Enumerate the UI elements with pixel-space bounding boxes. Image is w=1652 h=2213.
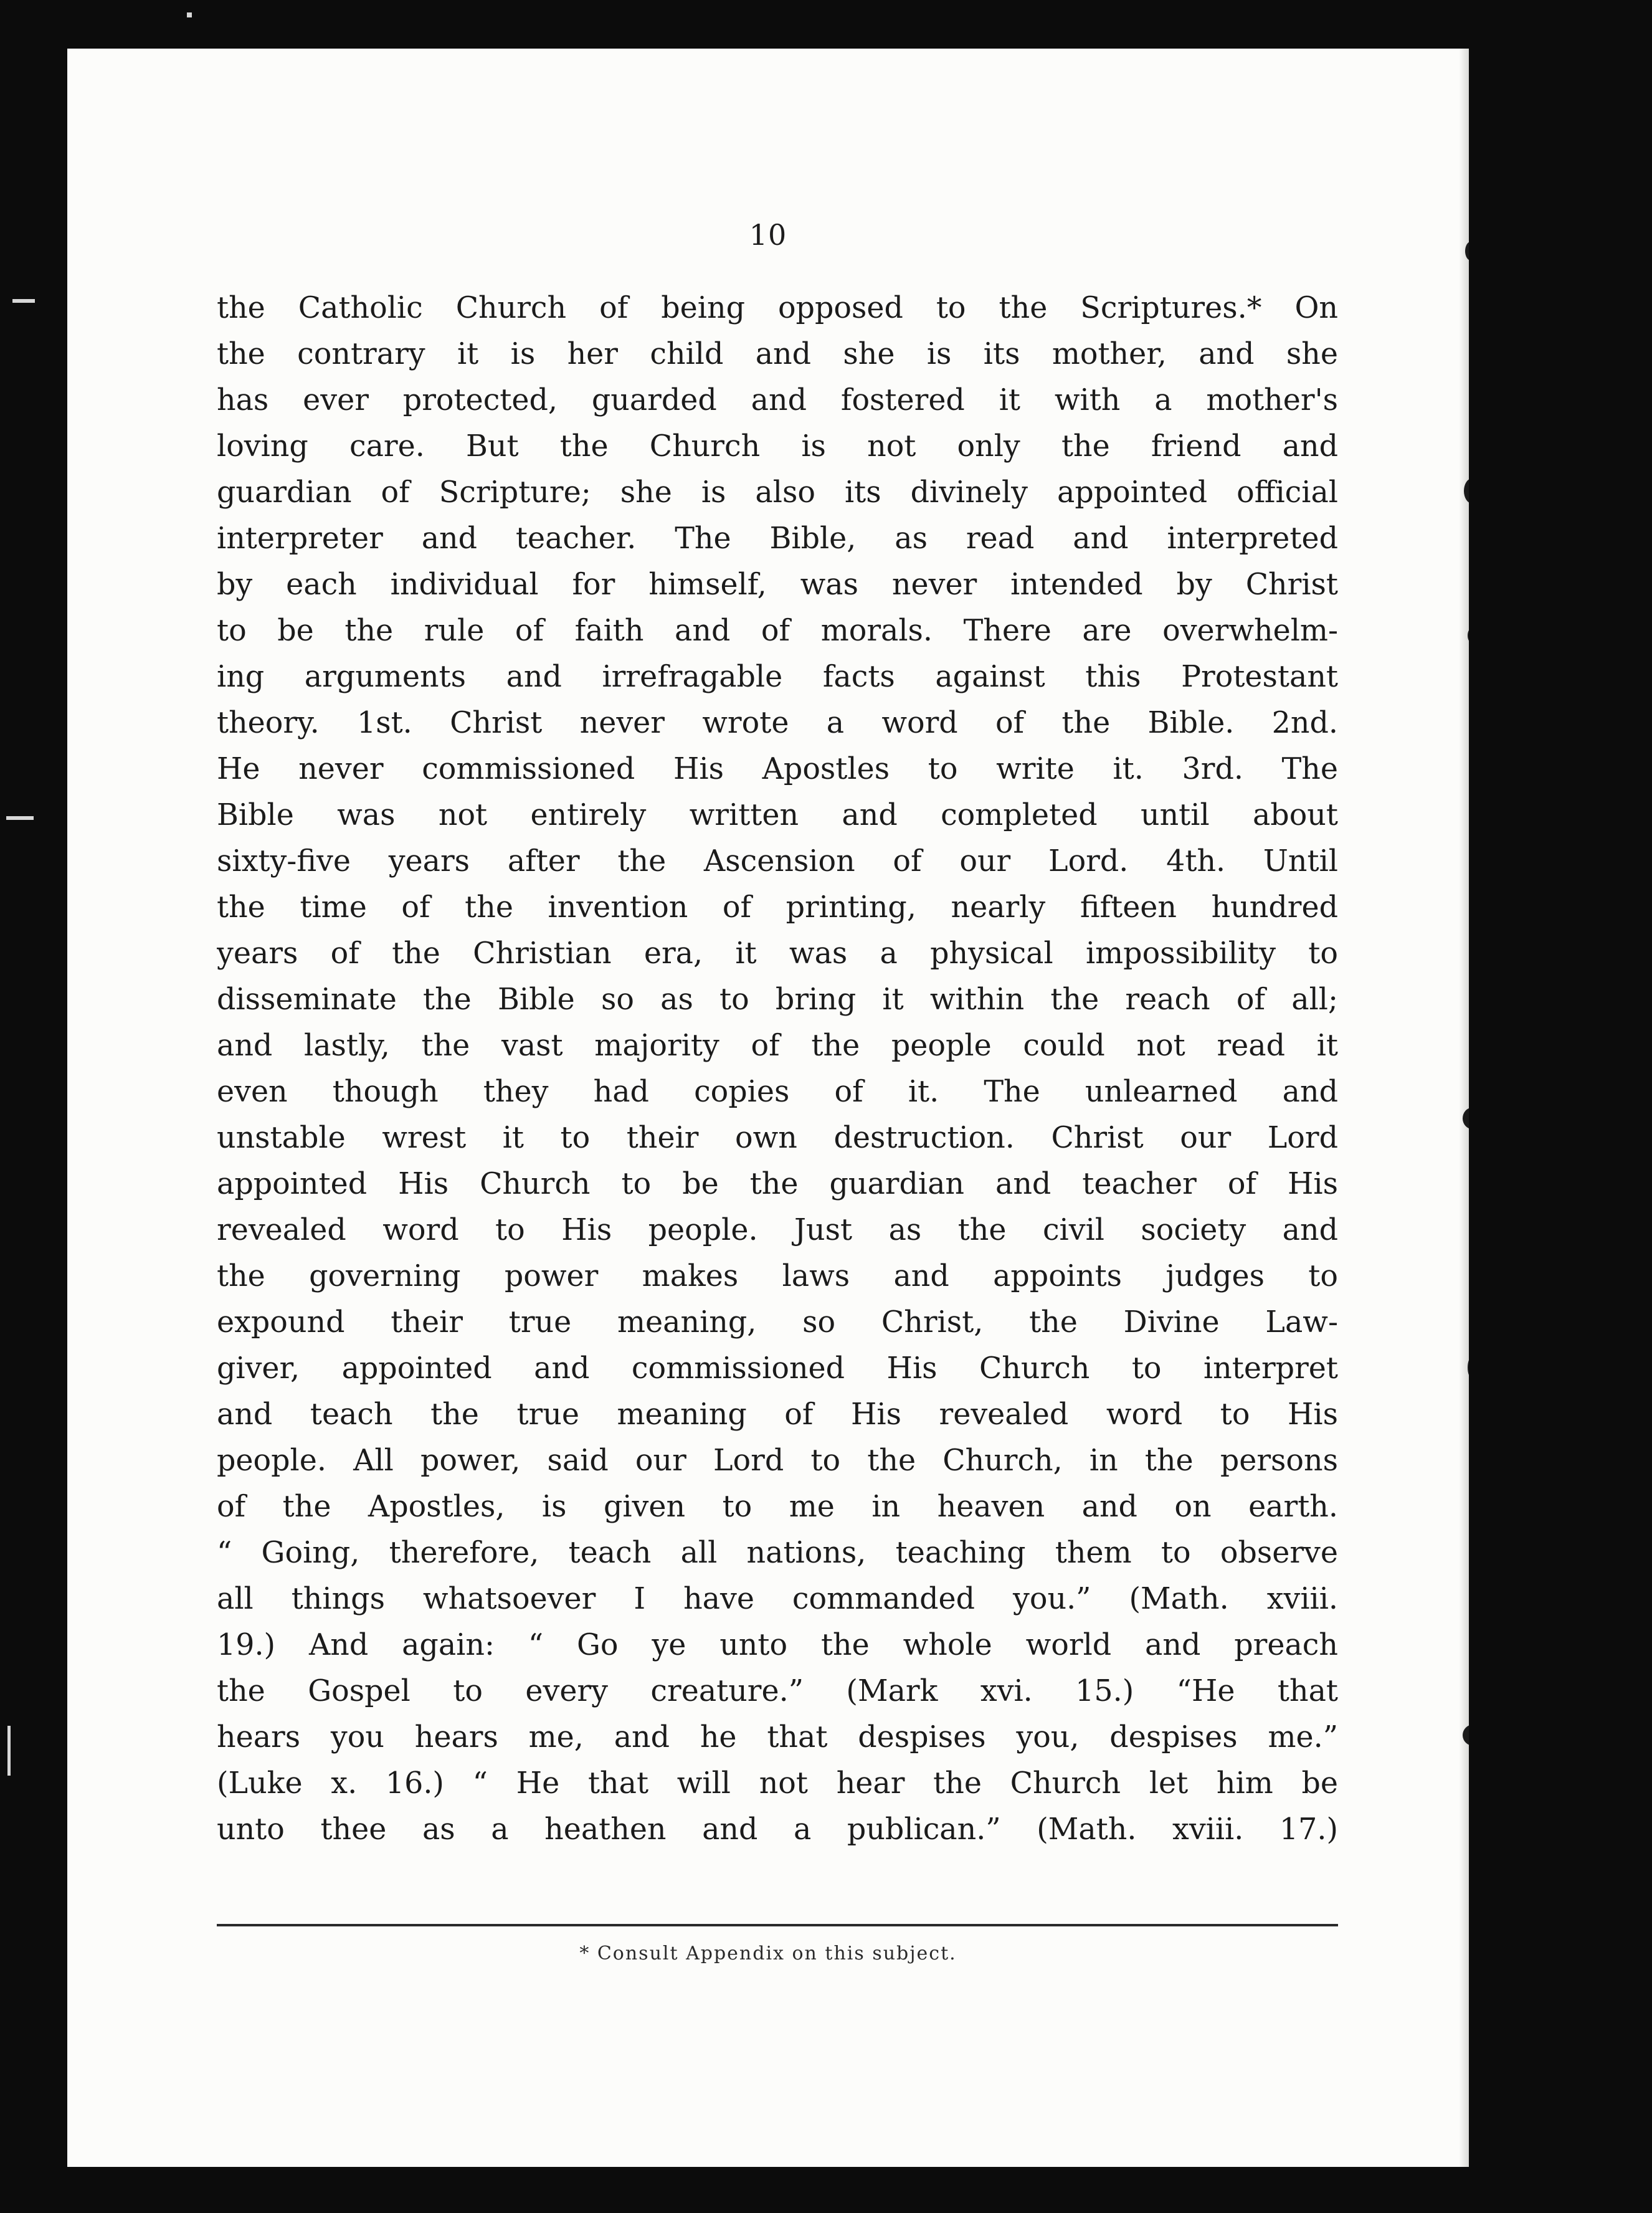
text-line: unstable wrest it to their own destruction. Christ our Lord xyxy=(217,1121,1338,1155)
scan-artifact xyxy=(7,1726,11,1776)
footnote: * Consult Appendix on this subject. xyxy=(579,1943,957,1964)
text-line: by each individual for himself, was never intended by Christ xyxy=(217,568,1338,602)
text-line: the contrary it is her child and she is its mother, and she xyxy=(217,337,1338,371)
text-line: people. All power, said our Lord to the Church, in the persons xyxy=(217,1444,1338,1478)
text-line: theory. 1st. Christ never wrote a word of the Bible. 2nd. xyxy=(217,706,1338,740)
book-page xyxy=(67,49,1469,2167)
text-line: the governing power makes laws and appoints judges to xyxy=(217,1259,1338,1293)
text-line: giver, appointed and commissioned His Church to interpret xyxy=(217,1351,1338,1386)
text-line: hears you hears me, and he that despises you, despises me.” xyxy=(217,1720,1338,1754)
text-line: sixty-five years after the Ascension of our Lord. 4th. Until xyxy=(217,844,1338,878)
text-line: ing arguments and irrefragable facts against this Protestant xyxy=(217,660,1338,694)
text-line: appointed His Church to be the guardian and teacher of His xyxy=(217,1167,1338,1201)
text-line: and teach the true meaning of His revealed word to His xyxy=(217,1397,1338,1432)
page-edge xyxy=(1459,49,1469,2167)
text-line: He never commissioned His Apostles to write it. 3rd. The xyxy=(217,752,1338,786)
text-line: unto thee as a heathen and a publican.” (Math. xviii. 17.) xyxy=(217,1812,1338,1847)
text-line: the Gospel to every creature.” (Mark xvi. 15.) “He that xyxy=(217,1674,1338,1708)
text-line: and lastly, the vast majority of the people could not read it xyxy=(217,1029,1338,1063)
text-line: guardian of Scripture; she is also its divinely appointed official xyxy=(217,475,1338,510)
body-text xyxy=(217,285,1338,1853)
text-line: years of the Christian era, it was a physical impossibility to xyxy=(217,936,1338,971)
text-line: the time of the invention of printing, nearly fifteen hundred xyxy=(217,890,1338,925)
text-line: loving care. But the Church is not only the friend and xyxy=(217,429,1338,464)
text-line: disseminate the Bible so as to bring it within the reach of all; xyxy=(217,983,1338,1017)
text-line: (Luke x. 16.) “ He that will not hear the Church let him be xyxy=(217,1766,1338,1801)
text-line: of the Apostles, is given to me in heaven and on earth. xyxy=(217,1490,1338,1524)
text-line: Bible was not entirely written and completed until about xyxy=(217,798,1338,832)
footnote-rule xyxy=(217,1924,1338,1926)
text-line: revealed word to His people. Just as the civil society and xyxy=(217,1213,1338,1247)
text-line: interpreter and teacher. The Bible, as read and interpreted xyxy=(217,521,1338,556)
text-line: “ Going, therefore, teach all nations, teaching them to observe xyxy=(217,1536,1338,1570)
text-line: even though they had copies of it. The unlearned and xyxy=(217,1075,1338,1109)
page-number: 10 xyxy=(749,218,787,252)
text-line: to be the rule of faith and of morals. There are overwhelm- xyxy=(217,614,1338,648)
scan-artifact xyxy=(187,12,192,17)
text-line: expound their true meaning, so Christ, the Divine Law- xyxy=(217,1305,1338,1340)
scan-artifact xyxy=(6,816,34,820)
text-line: 19.) And again: “ Go ye unto the whole world and preach xyxy=(217,1628,1338,1662)
scan-artifact xyxy=(12,299,35,303)
text-line: has ever protected, guarded and fostered it with a mother's xyxy=(217,383,1338,417)
text-line: the Catholic Church of being opposed to the Scriptures.* On xyxy=(217,291,1338,325)
text-line: all things whatsoever I have commanded you.” (Math. xviii. xyxy=(217,1582,1338,1616)
